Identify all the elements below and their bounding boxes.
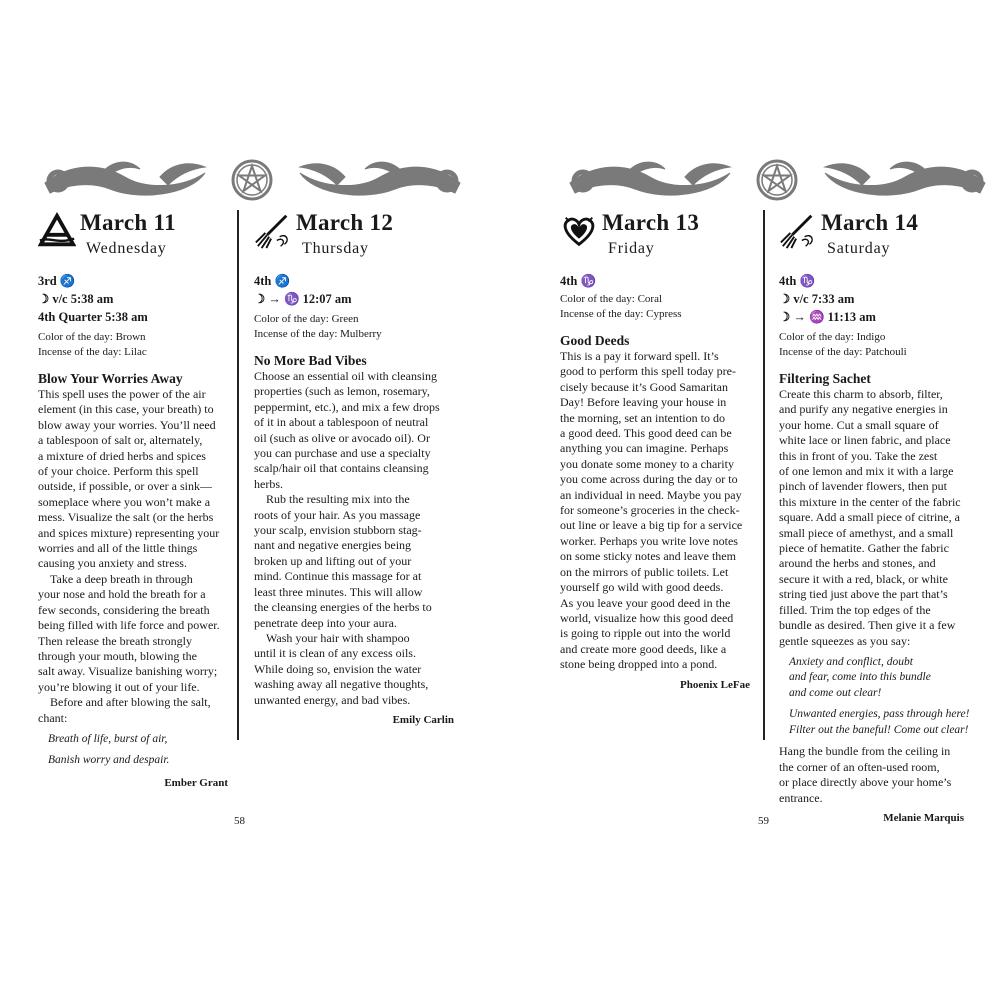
body-text-line: chant:: [38, 710, 68, 725]
body-text-line: out line or leave a big tip for a service: [560, 518, 743, 533]
body-text-line: washing away all negative thoughts,: [254, 677, 429, 692]
body-text-line: salt away. Visualize banishing worry;: [38, 664, 218, 679]
air-triangle-icon: [38, 212, 76, 250]
scroll-ornament-with-pentacle-icon: [40, 155, 465, 205]
body-text-line: unwanted energy, and bad vibes.: [254, 692, 411, 707]
body-text-line: roots of your hair. As you massage: [254, 507, 421, 522]
body-text-line: least three minutes. This will allow: [254, 584, 423, 599]
body-text-line: for someone’s groceries in the check-: [560, 503, 740, 518]
body-text-line: filled. Trim the top edges of the: [779, 602, 931, 617]
body-text-line: As you leave your good deed in the: [560, 595, 731, 610]
body-text-line: of it in about a tablespoon of neutral: [254, 415, 429, 430]
body-text-line: yourself go wild with good deeds.: [560, 580, 724, 595]
body-text-line: oil (such as olive or avocado oil). Or: [254, 430, 430, 445]
chant-line: Filter out the baneful! Come out clear!: [789, 723, 969, 736]
incense-of-the-day: Incense of the day: Cypress: [560, 308, 682, 320]
body-text-line: entrance.: [779, 790, 823, 805]
day-weekday: Friday: [608, 240, 655, 257]
body-text-line: string tied just above the part that’s: [779, 587, 948, 602]
body-text-line: your nose and hold the breath for a: [38, 587, 206, 602]
body-text-line: Choose an essential oil with cleansing: [254, 369, 437, 383]
body-text-line: white lace or linen fabric, and place: [779, 433, 951, 448]
body-text-line: Take a deep breath in through: [50, 571, 193, 586]
body-text-line: of one lemon and mix it with a large: [779, 464, 954, 479]
day-header: [38, 210, 228, 272]
body-text-line: peppermint, etc.), and mix a few drops: [254, 399, 440, 414]
day-weekday: Saturday: [827, 240, 891, 257]
moon-phase: 4th ♑: [779, 274, 816, 288]
column-divider: [237, 210, 239, 740]
day-header: [254, 210, 454, 272]
spell-author: Phoenix LeFae: [680, 678, 750, 691]
day-column-march-13: [560, 210, 750, 693]
chant-line: Anxiety and conflict, doubt: [789, 655, 913, 668]
day-weekday: Wednesday: [86, 240, 167, 257]
body-text-line: a mixture of dried herbs and spices: [38, 448, 206, 463]
page-number: 59: [758, 815, 769, 827]
spell-body-after-chant: [779, 744, 964, 806]
body-text-line: stone being dropped into a pond.: [560, 657, 718, 672]
heart-icon: [560, 212, 598, 250]
spell-chant: [38, 732, 228, 769]
body-text-line: properties (such as lemon, rosemary,: [254, 384, 430, 399]
body-text-line: pinch of lavender flowers, then put: [779, 479, 947, 494]
body-text-line: the corner of an often-used room,: [779, 759, 940, 774]
body-text-line: This is a pay it forward spell. It’s: [560, 349, 719, 363]
moon-void-of-course: ☽ v/c 7:33 am: [779, 292, 855, 306]
body-text-line: This spell uses the power of the air: [38, 387, 206, 401]
body-text-line: a tablespoon of salt or, alternately,: [38, 433, 203, 448]
incense-of-the-day: Incense of the day: Lilac: [38, 346, 147, 358]
body-text-line: Hang the bundle from the ceiling in: [779, 744, 951, 759]
body-text-line: worries and all of the little things: [38, 541, 198, 556]
body-text-line: secure it with a red, black, or white: [779, 571, 948, 586]
body-text-line: of your choice. Perform this spell: [38, 464, 199, 479]
day-date: March 14: [821, 210, 919, 235]
spell-chant: [779, 655, 970, 739]
body-text-line: your home. Cut a small square of: [779, 417, 939, 432]
body-text-line: piece of hematite. Gather the fabric: [779, 541, 949, 556]
day-date: March 11: [80, 210, 176, 235]
body-text-line: outside, if possible, or over a sink—: [38, 479, 212, 494]
moon-void-of-course: ☽ v/c 5:38 am: [38, 292, 114, 306]
color-of-the-day: Color of the day: Green: [254, 313, 359, 325]
incense-of-the-day: Incense of the day: Patchouli: [779, 346, 907, 358]
day-column-march-11: [38, 210, 228, 791]
broom-icon: [779, 212, 817, 250]
body-text-line: the morning, set an intention to do: [560, 410, 725, 425]
body-text-line: you’re blowing it out of your life.: [38, 679, 200, 694]
body-text-line: Create this charm to absorb, filter,: [779, 387, 943, 401]
spell-body: [779, 387, 964, 649]
body-text-line: and create more good deeds, like a: [560, 641, 727, 656]
chant-line: Breath of life, burst of air,: [48, 732, 168, 745]
day-column-march-12: [254, 210, 454, 728]
body-text-line: penetrate deep into your aura.: [254, 615, 397, 630]
spell-title: Blow Your Worries Away: [38, 371, 183, 386]
moon-phase: 4th ♑: [560, 274, 597, 288]
broom-icon: [254, 212, 292, 250]
day-date: March 12: [296, 210, 394, 235]
moon-quarter: 4th Quarter 5:38 am: [38, 310, 148, 324]
body-text-line: the cleansing energies of the herbs to: [254, 600, 432, 615]
body-text-line: herbs.: [254, 476, 283, 491]
body-text-line: broken up and lifting out of your: [254, 553, 412, 568]
page-number: 58: [234, 815, 245, 827]
body-text-line: blow away your worries. You’ll need: [38, 417, 216, 432]
chant-line: and come out clear!: [789, 686, 882, 699]
body-text-line: being filled with life force and power.: [38, 618, 220, 633]
body-text-line: around the herbs and stones, and: [779, 556, 936, 571]
chant-line: Unwanted energies, pass through here!: [789, 708, 970, 721]
body-text-line: causing you anxiety and stress.: [38, 556, 187, 571]
body-text-line: square. Add a small piece of citrine, a: [779, 510, 960, 525]
body-text-line: on some sticky notes and leave them: [560, 549, 736, 564]
incense-of-the-day: Incense of the day: Mulberry: [254, 328, 382, 340]
column-divider: [763, 210, 765, 740]
spell-body: [560, 349, 750, 673]
day-column-march-14: [779, 210, 970, 826]
body-text-line: and purify any negative energies in: [779, 402, 948, 417]
moon-phase: 3rd ♐: [38, 274, 76, 288]
spell-author: Ember Grant: [164, 776, 228, 789]
body-text-line: someplace where you won’t make a: [38, 494, 211, 509]
body-text-line: through your mouth, blowing the: [38, 648, 197, 663]
spell-title: No More Bad Vibes: [254, 353, 367, 368]
spell-title: Filtering Sachet: [779, 371, 871, 386]
body-text-line: good to perform this spell today pre-: [560, 364, 736, 379]
body-text-line: and spices mixture) representing your: [38, 525, 220, 540]
day-header: [560, 210, 750, 272]
body-text-line: this mixture in the center of the fabric: [779, 494, 961, 509]
body-text-line: gentle squeezes as you say:: [779, 633, 911, 648]
color-of-the-day: Color of the day: Coral: [560, 293, 663, 305]
body-text-line: few seconds, considering the breath: [38, 602, 210, 617]
body-text-line: worker. Perhaps you write love notes: [560, 533, 738, 548]
spell-author: Melanie Marquis: [883, 812, 964, 825]
body-text-line: Then release the breath strongly: [38, 633, 192, 648]
body-text-line: mind. Continue this massage for at: [254, 569, 422, 584]
right-page: [500, 0, 1000, 1000]
body-text-line: mess. Visualize the salt (or the herbs: [38, 510, 214, 525]
body-text-line: you can purchase and use a specialty: [254, 446, 431, 461]
scroll-ornament-with-pentacle-icon: [565, 155, 990, 205]
body-text-line: element (in this case, your breath) to: [38, 402, 214, 417]
body-text-line: Rub the resulting mix into the: [266, 492, 410, 507]
spell-title: Good Deeds: [560, 333, 630, 348]
body-text-line: scalp/hair oil that contains cleansing: [254, 461, 429, 476]
body-text-line: While doing so, envision the water: [254, 661, 422, 676]
body-text-line: world, visualize how this good deed: [560, 610, 734, 625]
moon-phase: 4th ♐: [254, 274, 291, 288]
body-text-line: Before and after blowing the salt,: [50, 695, 211, 710]
chant-line: Banish worry and despair.: [48, 754, 170, 767]
spell-body: [38, 387, 228, 726]
day-weekday: Thursday: [302, 240, 369, 257]
body-text-line: cisely because it’s Good Samaritan: [560, 379, 728, 394]
chant-line: and fear, come into this bundle: [789, 671, 931, 684]
body-text-line: an individual in need. Maybe you pay: [560, 487, 742, 502]
body-text-line: Wash your hair with shampoo: [266, 630, 410, 645]
spell-body: [254, 369, 454, 708]
color-of-the-day: Color of the day: Brown: [38, 331, 146, 343]
body-text-line: anything you can imagine. Perhaps: [560, 441, 729, 456]
body-text-line: you come across during the day or to: [560, 472, 738, 487]
body-text-line: Day! Before leaving your house in: [560, 395, 727, 410]
body-text-line: bundle as desired. Then give it a few: [779, 618, 956, 633]
body-text-line: this in front of you. Take the zest: [779, 448, 938, 463]
body-text-line: nant and negative energies being: [254, 538, 412, 553]
day-header: [779, 210, 964, 272]
color-of-the-day: Color of the day: Indigo: [779, 331, 886, 343]
body-text-line: your scalp, envision stubborn stag-: [254, 523, 422, 538]
body-text-line: until it is clean of any excess oils.: [254, 646, 416, 661]
moon-sign-change: ☽ → ♑ 12:07 am: [254, 292, 352, 306]
body-text-line: is going to ripple out into the world: [560, 626, 731, 641]
moon-sign-change: ☽ → ♒ 11:13 am: [779, 310, 876, 324]
body-text-line: a good deed. This good deed can be: [560, 426, 732, 441]
body-text-line: small piece of amethyst, and a small: [779, 525, 954, 540]
body-text-line: you donate some money to a charity: [560, 456, 734, 471]
day-date: March 13: [602, 210, 700, 235]
body-text-line: on the mirrors of public toilets. Let: [560, 564, 729, 579]
spell-author: Emily Carlin: [392, 713, 454, 726]
body-text-line: or place directly above your home’s: [779, 775, 952, 790]
